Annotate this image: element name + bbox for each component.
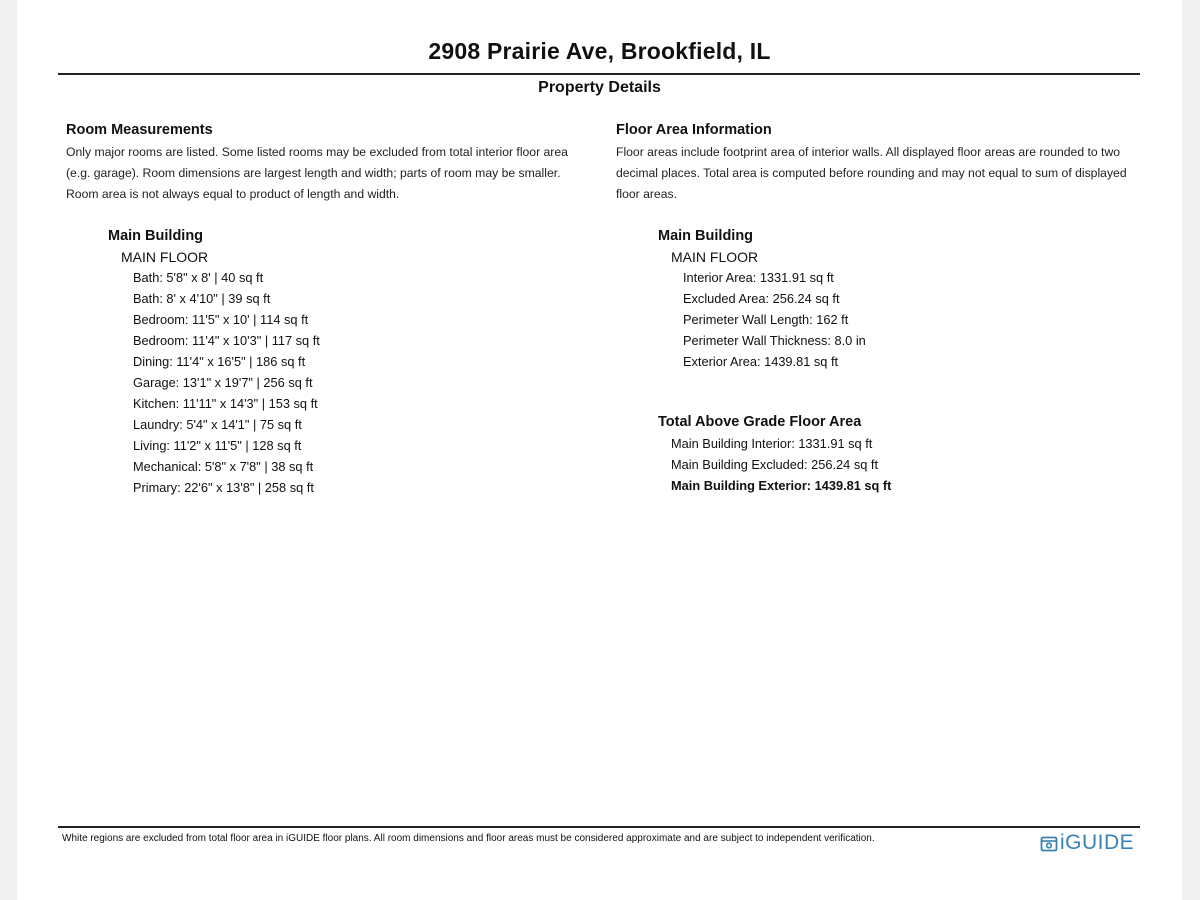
- title-divider: [58, 73, 1140, 75]
- total-row: Main Building Excluded: 256.24 sq ft: [671, 457, 879, 472]
- room-row: Bedroom: 11'5" x 10' | 114 sq ft: [133, 312, 309, 327]
- floor-area-row: Excluded Area: 256.24 sq ft: [683, 291, 840, 306]
- room-measurements-heading: Room Measurements: [66, 122, 213, 138]
- floor-area-row: Interior Area: 1331.91 sq ft: [683, 270, 834, 285]
- floor-area-list: [658, 267, 1156, 372]
- iguide-camera-icon: [1040, 834, 1058, 852]
- footer-disclaimer: White regions are excluded from total floor area in iGUIDE floor plans. All room dimensions and floor areas must be considered approximate and are subject to independent verification.: [62, 833, 875, 844]
- description-line: Room area is not always equal to product of length and width.: [66, 187, 400, 201]
- room-measurements-section: [66, 120, 606, 498]
- floor-area-heading: Floor Area Information: [616, 122, 772, 138]
- building-label: Main Building: [108, 228, 204, 244]
- document-page: [17, 0, 1182, 900]
- room-measurements-description: [66, 142, 606, 205]
- description-line: Only major rooms are listed. Some listed rooms may be excluded from total interior floor area: [66, 145, 568, 159]
- total-floor-area-list: [658, 433, 1156, 496]
- room-row: Bath: 8' x 4'10" | 39 sq ft: [133, 291, 271, 306]
- description-line: floor areas.: [616, 187, 677, 201]
- floor-area-description: [616, 142, 1156, 205]
- floor-label: MAIN FLOOR: [671, 249, 759, 265]
- iguide-logo: [1040, 832, 1134, 854]
- page-subtitle: Property Details: [538, 79, 661, 96]
- total-row: Main Building Interior: 1331.91 sq ft: [671, 436, 873, 451]
- room-row: Laundry: 5'4" x 14'1" | 75 sq ft: [133, 417, 302, 432]
- room-row: Dining: 11'4" x 16'5" | 186 sq ft: [133, 354, 306, 369]
- room-list: [108, 267, 606, 498]
- building-label: Main Building: [658, 228, 754, 244]
- description-line: (e.g. garage). Room dimensions are largest length and width; parts of room may be smaller.: [66, 166, 561, 180]
- room-row: Mechanical: 5'8" x 7'8" | 38 sq ft: [133, 459, 314, 474]
- room-row: Bedroom: 11'4" x 10'3" | 117 sq ft: [133, 333, 320, 348]
- room-row: Garage: 13'1" x 19'7" | 256 sq ft: [133, 375, 313, 390]
- total-row-exterior: Main Building Exterior: 1439.81 sq ft: [671, 478, 892, 493]
- description-line: Floor areas include footprint area of interior walls. All displayed floor areas are rounded to two: [616, 145, 1121, 159]
- logo-text: iGUIDE: [1060, 831, 1135, 854]
- floor-label: MAIN FLOOR: [121, 249, 209, 265]
- footer-divider: [58, 826, 1140, 828]
- room-row: Bath: 5'8" x 8' | 40 sq ft: [133, 270, 264, 285]
- room-row: Living: 11'2" x 11'5" | 128 sq ft: [133, 438, 302, 453]
- floor-area-section: [616, 120, 1156, 496]
- page-title: 2908 Prairie Ave, Brookfield, IL: [428, 38, 771, 64]
- floor-area-row: Perimeter Wall Length: 162 ft: [683, 312, 849, 327]
- room-row: Primary: 22'6" x 13'8" | 258 sq ft: [133, 480, 314, 495]
- total-floor-area-heading: Total Above Grade Floor Area: [658, 414, 862, 430]
- floor-area-row: Perimeter Wall Thickness: 8.0 in: [683, 333, 866, 348]
- description-line: decimal places. Total area is computed before rounding and may not equal to sum of displayed: [616, 166, 1127, 180]
- floor-area-row: Exterior Area: 1439.81 sq ft: [683, 354, 839, 369]
- room-row: Kitchen: 11'11" x 14'3" | 153 sq ft: [133, 396, 318, 411]
